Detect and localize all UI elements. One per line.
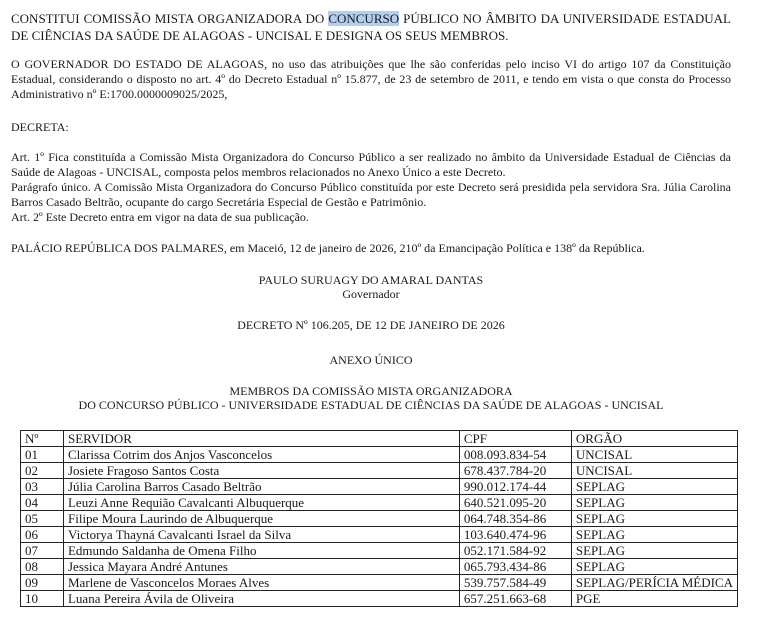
cell-number: 09 [21, 575, 64, 591]
article-2: Art. 2º Este Decreto entra em vigor na data de sua publicação. [11, 210, 309, 224]
cell-cpf: 990.012.174-44 [459, 479, 571, 495]
cell-number: 04 [21, 495, 64, 511]
cell-servidor: Victorya Thayná Cavalcanti Israel da Silva [63, 527, 459, 543]
cell-orgao: SEPLAG [571, 527, 737, 543]
members-title-line-2: DO CONCURSO PÚBLICO - UNIVERSIDADE ESTADUAL DE CIÊNCIAS DA SAÚDE DE ALAGOAS - UNCISAL [78, 398, 664, 412]
signer-role: Governador [342, 287, 400, 301]
cell-servidor: Edmundo Saldanha de Omena Filho [63, 543, 459, 559]
cell-orgao: SEPLAG [571, 559, 737, 575]
cell-orgao: SEPLAG [571, 479, 737, 495]
cell-servidor: Josiete Fragoso Santos Costa [63, 463, 459, 479]
decree-reference: DECRETO Nº 106.205, DE 12 DE JANEIRO DE 2026 [237, 318, 505, 332]
cell-number: 05 [21, 511, 64, 527]
table-row [21, 495, 738, 511]
cell-servidor: Marlene de Vasconcelos Moraes Alves [63, 575, 459, 591]
cell-number: 10 [21, 591, 64, 607]
annex-heading: ANEXO ÚNICO [329, 353, 413, 367]
cell-cpf: 539.757.584-49 [459, 575, 571, 591]
cell-servidor: Leuzi Anne Requião Cavalcanti Albuquerque [63, 495, 459, 511]
header-cpf: CPF [459, 431, 571, 447]
cell-number: 06 [21, 527, 64, 543]
cell-servidor: Jessica Mayara André Antunes [63, 559, 459, 575]
cell-orgao: SEPLAG [571, 543, 737, 559]
sole-paragraph: Parágrafo único. A Comissão Mista Organizadora do Concurso Público constituída por este Decreto será presidida pela servidora Sra. Júlia Carolina Barros Casado Beltrão, ocupante do cargo Secretária Especial de Gestão e Patrimônio. [11, 180, 731, 209]
cell-cpf: 678.437.784-20 [459, 463, 571, 479]
members-table [20, 430, 738, 607]
cell-number: 01 [21, 447, 64, 463]
table-row [21, 527, 738, 543]
table-row [21, 559, 738, 575]
decree-summary [11, 10, 731, 44]
cell-cpf: 064.748.354-86 [459, 511, 571, 527]
signer-name: PAULO SURUAGY DO AMARAL DANTAS [258, 273, 484, 287]
summary-text-end: PÚBLICO NO ÂMBITO DA UNIVERSIDADE ESTADUAL DE CIÊNCIAS DA SAÚDE DE ALAGOAS - UNCISAL E DESIGNA OS SEUS MEMBROS. [11, 11, 731, 43]
table-row [21, 575, 738, 591]
cell-number: 08 [21, 559, 64, 575]
table-row [21, 463, 738, 479]
cell-cpf: 640.521.095-20 [459, 495, 571, 511]
preamble: O GOVERNADOR DO ESTADO DE ALAGOAS, no uso das atribuições que lhe são conferidas pelo inciso VI do artigo 107 da Constituição Estadual, considerando o disposto no art. 4º do Decreto Estadual nº 15.877, de 23 de setembro de 2011, e tendo em vista o que consta do Processo Administrativo nº E:1700.0000009025/2025, [11, 57, 731, 101]
table-row [21, 591, 738, 607]
search-highlight: CONCURSO [328, 11, 400, 26]
decreta-heading: DECRETA: [11, 120, 69, 134]
cell-orgao: SEPLAG/PERÍCIA MÉDICA [571, 575, 737, 591]
cell-cpf: 103.640.474-96 [459, 527, 571, 543]
cell-orgao: PGE [571, 591, 737, 607]
members-title-line-1: MEMBROS DA COMISSÃO MISTA ORGANIZADORA [229, 384, 513, 398]
cell-servidor: Luana Pereira Ávila de Oliveira [63, 591, 459, 607]
summary-text-start: CONSTITUI COMISSÃO MISTA ORGANIZADORA DO [11, 11, 329, 26]
article-1: Art. 1º Fica constituída a Comissão Mista Organizadora do Concurso Público a ser realizado no âmbito da Universidade Estadual de Ciências da Saúde de Alagoas - UNCISAL, composta pelos membros relacionados no Anexo Único a este Decreto. [11, 150, 731, 179]
cell-cpf: 008.093.834-54 [459, 447, 571, 463]
cell-orgao: UNCISAL [571, 463, 737, 479]
cell-cpf: 052.171.584-92 [459, 543, 571, 559]
palace-date-line: PALÁCIO REPÚBLICA DOS PALMARES, em Maceió, 12 de janeiro de 2026, 210º da Emancipação Política e 138º da República. [11, 241, 645, 255]
cell-orgao: SEPLAG [571, 511, 737, 527]
cell-servidor: Júlia Carolina Barros Casado Beltrão [63, 479, 459, 495]
table-row [21, 511, 738, 527]
table-row [21, 479, 738, 495]
header-orgao: ORGÃO [571, 431, 737, 447]
table-header-row [21, 431, 738, 447]
table-row [21, 543, 738, 559]
cell-servidor: Clarissa Cotrim dos Anjos Vasconcelos [63, 447, 459, 463]
table-row [21, 447, 738, 463]
cell-servidor: Filipe Moura Laurindo de Albuquerque [63, 511, 459, 527]
cell-number: 07 [21, 543, 64, 559]
cell-orgao: SEPLAG [571, 495, 737, 511]
cell-number: 02 [21, 463, 64, 479]
header-servidor: SERVIDOR [63, 431, 459, 447]
cell-cpf: 065.793.434-86 [459, 559, 571, 575]
cell-cpf: 657.251.663-68 [459, 591, 571, 607]
header-number: Nº [21, 431, 64, 447]
cell-number: 03 [21, 479, 64, 495]
cell-orgao: UNCISAL [571, 447, 737, 463]
